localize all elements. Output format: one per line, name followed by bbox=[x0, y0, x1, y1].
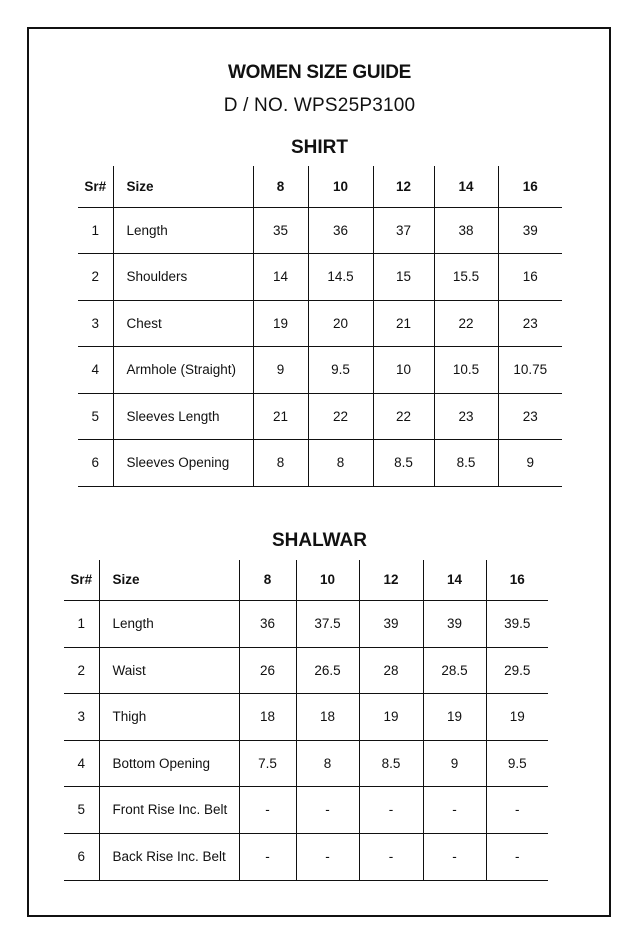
measurement-value: 26 bbox=[239, 647, 296, 693]
measurement-value: 9 bbox=[253, 346, 308, 393]
measurement-value: 39 bbox=[359, 600, 423, 647]
measurement-value: 10 bbox=[373, 346, 434, 393]
measurement-value: 16 bbox=[498, 253, 562, 300]
column-header-sr: Sr# bbox=[64, 560, 99, 600]
measurement-value: 21 bbox=[373, 300, 434, 346]
column-header-size-14: 14 bbox=[423, 560, 486, 600]
row-number: 3 bbox=[64, 693, 99, 740]
measurement-value: - bbox=[423, 833, 486, 880]
measurement-label: Armhole (Straight) bbox=[113, 346, 253, 393]
measurement-value: 39 bbox=[498, 207, 562, 253]
measurement-value: 22 bbox=[434, 300, 498, 346]
table-row bbox=[78, 300, 562, 346]
table-row bbox=[64, 833, 548, 880]
table-row bbox=[78, 346, 562, 393]
column-header-size-16: 16 bbox=[509, 572, 525, 588]
measurement-label: Bottom Opening bbox=[99, 740, 239, 786]
measurement-label: Length bbox=[99, 600, 239, 647]
measurement-value: 23 bbox=[434, 393, 498, 439]
measurement-value: - bbox=[359, 833, 423, 880]
measurement-value: - bbox=[296, 786, 359, 833]
measurement-value: 28 bbox=[359, 647, 423, 693]
measurement-value: 22 bbox=[308, 393, 373, 439]
measurement-label: Sleeves Opening bbox=[113, 439, 253, 486]
measurement-label: Length bbox=[113, 207, 253, 253]
page-title: WOMEN SIZE GUIDE bbox=[227, 62, 412, 83]
row-number: 4 bbox=[78, 346, 113, 393]
measurement-value: 8.5 bbox=[434, 439, 498, 486]
measurement-value: 8.5 bbox=[359, 740, 423, 786]
table-row bbox=[64, 786, 548, 833]
measurement-label: Chest bbox=[113, 300, 253, 346]
design-number: D / NO. WPS25P3100 bbox=[223, 95, 416, 116]
shirt-section-title: SHIRT bbox=[291, 137, 348, 158]
measurement-value: - bbox=[486, 786, 548, 833]
measurement-value: 19 bbox=[359, 693, 423, 740]
measurement-value: 37.5 bbox=[296, 600, 359, 647]
measurement-value: - bbox=[359, 786, 423, 833]
measurement-value: 19 bbox=[423, 693, 486, 740]
shalwar-section-title: SHALWAR bbox=[272, 530, 367, 551]
table-row bbox=[78, 253, 562, 300]
measurement-value: 20 bbox=[308, 300, 373, 346]
column-header-size: Size bbox=[113, 166, 253, 207]
measurement-value: 36 bbox=[239, 600, 296, 647]
column-header-size-14: 14 bbox=[434, 166, 498, 207]
table-row bbox=[64, 740, 548, 786]
measurement-label: Back Rise Inc. Belt bbox=[99, 833, 239, 880]
row-number: 1 bbox=[78, 207, 113, 253]
row-number: 6 bbox=[78, 439, 113, 486]
measurement-value: - bbox=[486, 833, 548, 880]
table-row bbox=[64, 600, 548, 647]
measurement-value: 10.75 bbox=[498, 346, 562, 393]
table-row bbox=[78, 207, 562, 253]
table-row bbox=[64, 647, 548, 693]
measurement-value: 8 bbox=[296, 740, 359, 786]
row-number: 1 bbox=[64, 600, 99, 647]
measurement-value: 35 bbox=[253, 207, 308, 253]
measurement-value: 28.5 bbox=[423, 647, 486, 693]
table-header-row bbox=[64, 560, 548, 600]
measurement-value: 36 bbox=[308, 207, 373, 253]
measurement-label: Waist bbox=[99, 647, 239, 693]
measurement-value: 9 bbox=[423, 740, 486, 786]
measurement-value: 8.5 bbox=[373, 439, 434, 486]
measurement-value: - bbox=[239, 786, 296, 833]
measurement-value: 15.5 bbox=[434, 253, 498, 300]
measurement-value: 10.5 bbox=[434, 346, 498, 393]
column-header-size-16: 16 bbox=[522, 178, 538, 194]
row-number: 5 bbox=[78, 393, 113, 439]
row-number: 2 bbox=[64, 647, 99, 693]
measurement-value: 19 bbox=[486, 693, 548, 740]
measurement-value: 8 bbox=[253, 439, 308, 486]
measurement-label: Shoulders bbox=[113, 253, 253, 300]
measurement-label: Thigh bbox=[99, 693, 239, 740]
shirt-size-table bbox=[78, 166, 562, 487]
table-row bbox=[78, 393, 562, 439]
measurement-value: 15 bbox=[373, 253, 434, 300]
measurement-value: - bbox=[239, 833, 296, 880]
row-number: 4 bbox=[64, 740, 99, 786]
measurement-value: 19 bbox=[253, 300, 308, 346]
measurement-value: - bbox=[296, 833, 359, 880]
column-header-size: Size bbox=[99, 560, 239, 600]
column-header-size-12: 12 bbox=[373, 166, 434, 207]
column-header-size-8: 8 bbox=[239, 560, 296, 600]
measurement-value: 14.5 bbox=[308, 253, 373, 300]
measurement-value: 21 bbox=[253, 393, 308, 439]
measurement-value: 22 bbox=[373, 393, 434, 439]
measurement-value: 26.5 bbox=[296, 647, 359, 693]
measurement-value: 9.5 bbox=[308, 346, 373, 393]
column-header-sr: Sr# bbox=[78, 166, 113, 207]
column-header-size-8: 8 bbox=[253, 166, 308, 207]
table-row bbox=[78, 439, 562, 486]
measurement-value: 14 bbox=[253, 253, 308, 300]
row-number: 3 bbox=[78, 300, 113, 346]
column-header-size-12: 12 bbox=[359, 560, 423, 600]
measurement-value: 23 bbox=[498, 393, 562, 439]
measurement-value: 39.5 bbox=[486, 600, 548, 647]
measurement-value: 39 bbox=[423, 600, 486, 647]
measurement-value: 38 bbox=[434, 207, 498, 253]
measurement-value: 9.5 bbox=[486, 740, 548, 786]
table-row bbox=[64, 693, 548, 740]
table-header-row bbox=[78, 166, 562, 207]
measurement-value: 18 bbox=[239, 693, 296, 740]
measurement-value: 29.5 bbox=[486, 647, 548, 693]
measurement-label: Sleeves Length bbox=[113, 393, 253, 439]
measurement-value: 37 bbox=[373, 207, 434, 253]
measurement-label: Front Rise Inc. Belt bbox=[99, 786, 239, 833]
column-header-size-10: 10 bbox=[308, 166, 373, 207]
row-number: 5 bbox=[64, 786, 99, 833]
measurement-value: - bbox=[423, 786, 486, 833]
column-header-size-10: 10 bbox=[296, 560, 359, 600]
measurement-value: 7.5 bbox=[239, 740, 296, 786]
measurement-value: 23 bbox=[498, 300, 562, 346]
row-number: 6 bbox=[64, 833, 99, 880]
measurement-value: 8 bbox=[308, 439, 373, 486]
measurement-value: 9 bbox=[498, 439, 562, 486]
measurement-value: 18 bbox=[296, 693, 359, 740]
shalwar-size-table bbox=[64, 560, 548, 881]
row-number: 2 bbox=[78, 253, 113, 300]
